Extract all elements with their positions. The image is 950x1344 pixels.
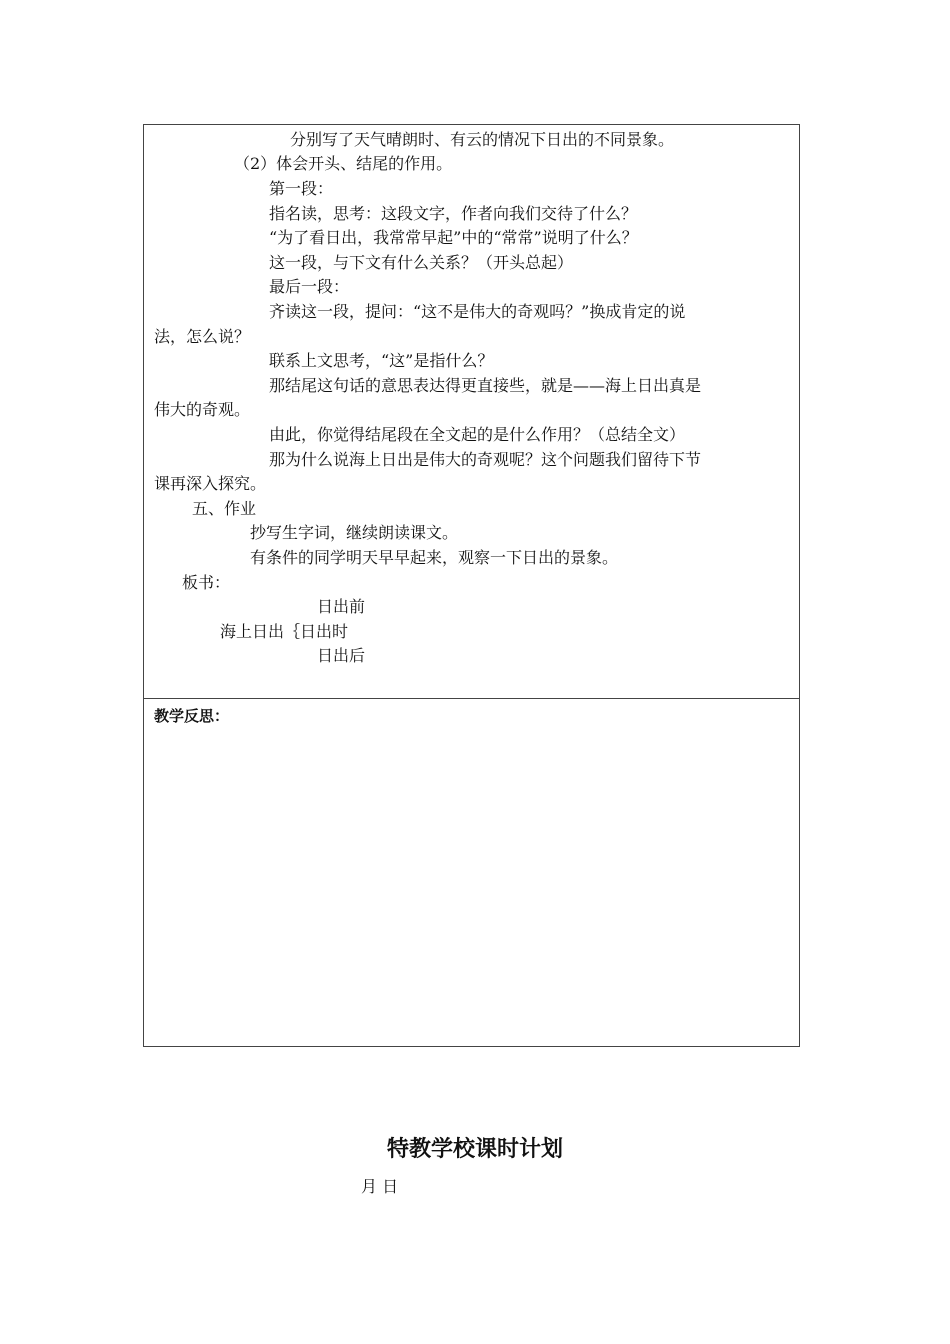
- lesson-line: 有条件的同学明天早早起来，观察一下日出的景象。: [250, 548, 619, 567]
- lesson-line: 齐读这一段，提问：“这不是伟大的奇观吗？”换成肯定的说: [269, 302, 686, 321]
- lesson-line: 法，怎么说？: [154, 327, 251, 346]
- lesson-line: 那结尾这句话的意思表达得更直接些，就是——海上日出真是: [269, 376, 702, 395]
- lesson-line: 课再深入探究。: [154, 474, 267, 493]
- lesson-line: 分别写了天气晴朗时、有云的情况下日出的不同景象。: [290, 130, 675, 149]
- lesson-line: 抄写生字词，继续朗读课文。: [250, 523, 459, 542]
- lesson-line: 指名读，思考：这段文字，作者向我们交待了什么？: [269, 204, 638, 223]
- lesson-line: 最后一段：: [269, 277, 350, 296]
- page-title: 特教学校课时计划: [386, 1137, 563, 1162]
- date-line: 月 日: [361, 1177, 399, 1196]
- section-heading-homework: 五、作业: [192, 499, 257, 518]
- lesson-line: 第一段：: [269, 179, 334, 198]
- lesson-line: 伟大的奇观。: [154, 400, 251, 419]
- lesson-line: 联系上文思考，“这”是指什么？: [269, 351, 494, 370]
- board-item: 日出前: [317, 597, 366, 616]
- lesson-line: 那为什么说海上日出是伟大的奇观呢？这个问题我们留待下节: [269, 450, 702, 469]
- lesson-line: “为了看日出，我常常早起”中的“常常”说明了什么？: [269, 228, 638, 247]
- lesson-line: 由此，你觉得结尾段在全文起的是什么作用？（总结全文）: [269, 425, 686, 444]
- lesson-line: （2）体会开头、结尾的作用。: [234, 154, 453, 173]
- reflection-title: 教学反思：: [154, 707, 230, 725]
- table-divider: [144, 698, 799, 699]
- lesson-plan-table: [143, 124, 800, 1047]
- lesson-line: 这一段，与下文有什么关系？（开头总起）: [269, 253, 574, 272]
- board-heading: 板书：: [182, 573, 231, 592]
- board-item: 海上日出｛日出时: [220, 622, 349, 641]
- board-item: 日出后: [317, 646, 366, 665]
